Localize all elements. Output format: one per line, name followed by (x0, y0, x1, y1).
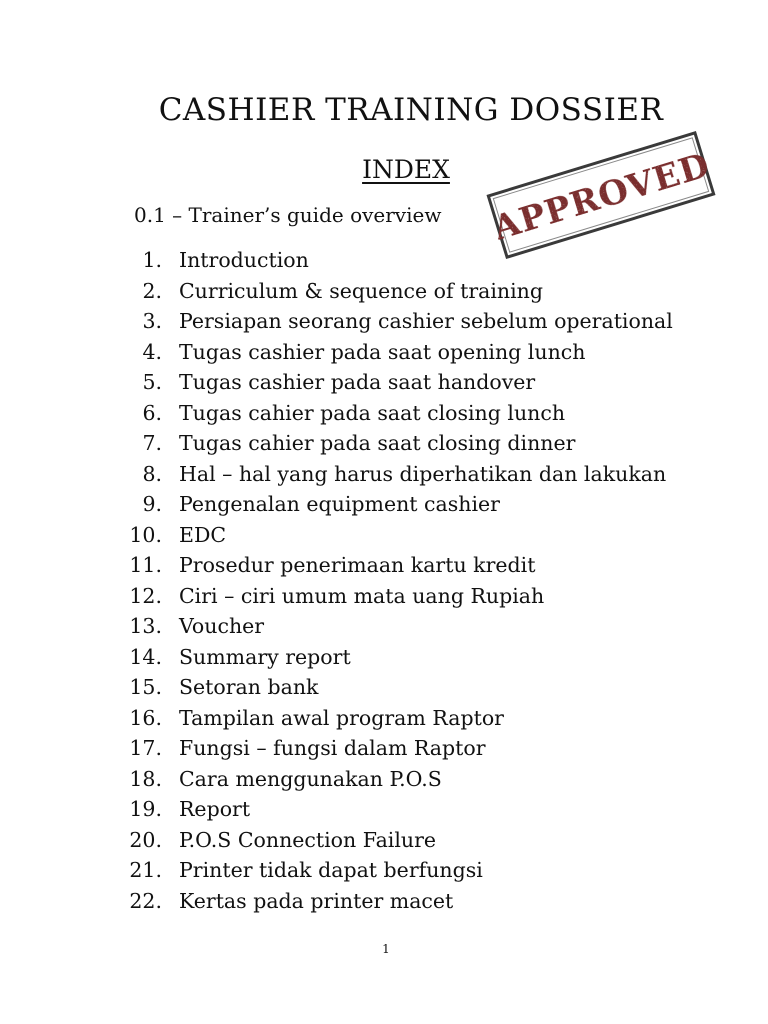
toc-item (0, 794, 768, 825)
toc-item-number: 11. (129, 553, 162, 577)
toc-item (0, 276, 768, 307)
toc-item (0, 886, 768, 917)
toc-item-label: Prosedur penerimaan kartu kredit (179, 553, 536, 577)
toc-item (0, 611, 768, 642)
toc-item-label: P.O.S Connection Failure (179, 827, 437, 852)
toc-item-number: 19. (129, 797, 162, 821)
toc-item (0, 672, 768, 703)
toc-item-number: 13. (129, 614, 162, 638)
toc-item (0, 581, 768, 612)
toc-item-label: Curriculum & sequence of training (179, 278, 543, 303)
toc-item-label: Setoran bank (179, 675, 319, 699)
toc-item-number: 4. (142, 339, 162, 364)
toc-item-number: 9. (142, 492, 162, 516)
toc-item (0, 306, 768, 337)
toc-item (0, 764, 768, 795)
toc-item (0, 428, 768, 459)
toc-item (0, 398, 768, 429)
toc-item-number: 1. (142, 248, 162, 272)
toc-item-label: Tugas cahier pada saat closing lunch (179, 400, 566, 425)
toc-item (0, 550, 768, 581)
stamp-text: APPROVED (488, 144, 715, 249)
toc-item-label: Voucher (179, 614, 265, 638)
overview-entry: 0.1 – Trainer’s guide overview (134, 203, 442, 227)
toc-item (0, 520, 768, 551)
toc-item (0, 825, 768, 856)
toc-item-label: Kertas pada printer macet (179, 888, 454, 913)
toc-item-number: 8. (142, 461, 162, 486)
toc-item-label: Summary report (179, 644, 351, 669)
toc-item-number: 2. (142, 278, 162, 303)
toc-item-label: Persiapan seorang cashier sebelum operational (179, 309, 673, 333)
approved-stamp-graphic (485, 129, 718, 261)
toc-item-label: Tugas cahier pada saat closing dinner (179, 431, 576, 455)
toc-item-number: 12. (129, 583, 162, 608)
toc-item (0, 245, 768, 276)
toc-item-number: 10. (129, 522, 162, 547)
toc-item-number: 6. (142, 400, 162, 425)
toc-item-number: 18. (129, 766, 162, 791)
toc-item-number: 15. (129, 675, 162, 699)
toc-item-label: Ciri – ciri umum mata uang Rupiah (179, 583, 545, 608)
toc-item-label: Hal – hal yang harus diperhatikan dan lakukan (179, 461, 667, 486)
toc-item-label: Pengenalan equipment cashier (179, 492, 500, 516)
toc-item-number: 3. (142, 309, 162, 333)
toc-item-label: Report (179, 797, 251, 821)
toc-item-label: Printer tidak dapat berfungsi (179, 858, 483, 882)
toc-item-number: 17. (129, 736, 162, 760)
toc-item-number: 21. (129, 858, 162, 882)
toc-item (0, 459, 768, 490)
toc-item (0, 733, 768, 764)
toc-item-label: Tampilan awal program Raptor (179, 705, 504, 730)
toc-item (0, 642, 768, 673)
toc-item-label: Cara menggunakan P.O.S (179, 766, 442, 791)
table-of-contents (0, 245, 768, 916)
toc-item (0, 703, 768, 734)
toc-item (0, 337, 768, 368)
toc-item-label: Tugas cashier pada saat opening lunch (179, 339, 586, 364)
document-title: CASHIER TRAINING DOSSIER (158, 92, 664, 128)
toc-item-number: 7. (142, 431, 162, 455)
toc-item-label: Introduction (179, 248, 309, 272)
toc-item-label: EDC (179, 522, 227, 547)
toc-item-label: Tugas cashier pada saat handover (179, 370, 536, 394)
page-number: 1 (382, 942, 390, 956)
toc-item-number: 20. (129, 827, 162, 852)
toc-item (0, 855, 768, 886)
toc-item-number: 16. (129, 705, 162, 730)
approved-stamp (485, 129, 718, 261)
toc-item-label: Fungsi – fungsi dalam Raptor (179, 736, 486, 760)
toc-item-number: 5. (142, 370, 162, 394)
toc-item (0, 489, 768, 520)
toc-item-number: 22. (129, 888, 162, 913)
index-heading: INDEX (362, 155, 450, 184)
toc-item (0, 367, 768, 398)
toc-item-number: 14. (129, 644, 162, 669)
